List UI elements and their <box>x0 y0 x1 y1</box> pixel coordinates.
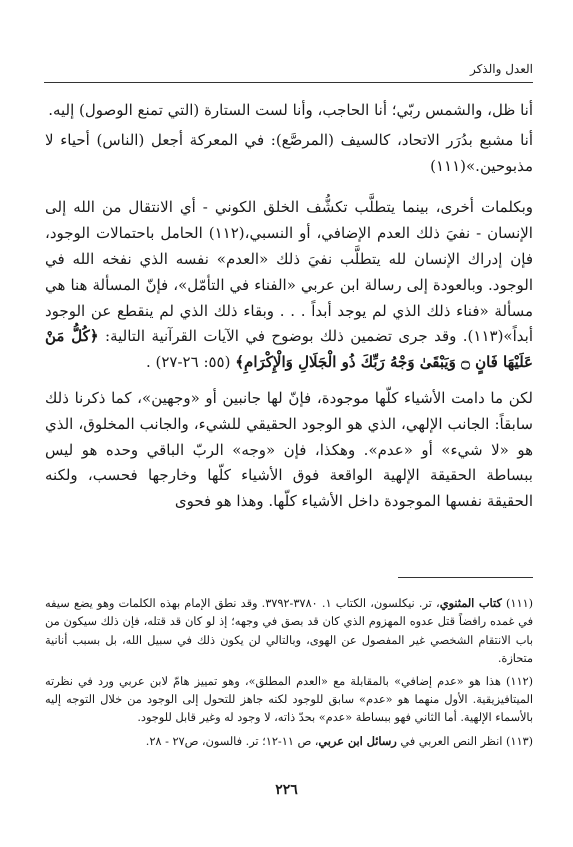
footnote-book-title: رسائل ابن عربي <box>318 733 397 748</box>
footnote-text: ، ص ١١-١٢؛ تر. فالسون، ص٢٧ - ٢٨. <box>145 734 319 748</box>
footnote-number: (١١٢) <box>505 674 534 688</box>
running-header: العدل والذكر <box>469 62 533 76</box>
footnote-111 <box>45 594 533 669</box>
footnote-113 <box>45 732 533 751</box>
paragraph-2: لكن ما دامت الأشياء كلّها موجودة، فإنّ لها جانبين أو «وجهين»، كما ذكرنا ذلك سابقاً: الجانب الإلهي، الذي هو الوجود الحقيقي للشيء، والجانب المخلوق، الذي هو «لا شيء» أو «عدم». وهكذا، فإن «وجه» الربّ الباقي وحده هو ليس ببساطة الحقيقة الإلهية الواقعة فوق الأشياء كلّها وخارجها فحسب، ولكنه الحقيقة نفسها الموجودة داخل الأشياء كلّها. وهذا هو فحوى <box>45 388 533 511</box>
paragraph-1-text: وبكلمات أخرى، بينما يتطلَّب تكشُّف الخلق الكوني - أي الانتقال من الله إلى الإنسان - نفيَ ذلك العدم الإضافي، أو النسبي،(١١٢) الحامل باحتمالات الوجود، فإن إدراك الإنسان لله يتطلَّب نفيَ ذلك «العدم» نفسه الذي نفخه الله في الوجود. وبالعودة إلى رسالة ابن عربي «الفناء في التأمّل»، فإنّ المسألة هنا هي مسألة «فناء ذلك الذي لم يوجد أبداً . . . وبقاء ذلك الذي لم ينقطع عن الوجود أبداً»(١١٣). وقد جرى تضمين ذلك بوضوح في الآيات القرآنية التالية: <box>45 198 533 346</box>
paragraph-1 <box>45 195 533 376</box>
footnote-text: هذا هو «عدم إضافي» بالمقابلة مع «العدم المطلق»، وهو تمييز هامّ لابن عربي ورد في نظرته الميتافيزيقية. الأول منهما هو «عدم» سابق للوجود لكنه جاهز للتحول إلى الوجود من خلال التوجه إليه بالأسماء الإلهية. أما الثاني فهو ببساطة «عدم» بحدّ ذاته، لا وجود له وغير قابل للوجود. <box>45 674 533 725</box>
footnote-text: ، تر. نيكلسون، الكتاب ١. ٣٧٨٠-٣٧٩٢. وقد نطق الإمام بهذه الكلمات وهو يضع سيفه في غمده رافضاً قتل عدوه المهزوم الذي كان قد بصق في وجهه؛ إذ لو كان قد قتله، فإن ذلك سيكون من باب الانتقام الشخصي غير المفصول عن الهوى، وبالتالي لن يكون ذلك في سبيل الله، بل بسبب أنانية متحازة. <box>45 597 533 666</box>
quran-verse: ﴿كُلُّ مَنْ عَلَيْهَا فَانٍ ۝ وَيَبْقَىٰ وَجْهُ رَبِّكَ ذُو الْجَلَالِ وَالْإِكْرَامِ﴾ <box>45 327 533 372</box>
page-number: ٢٢٦ <box>275 782 298 798</box>
footnote-number: (١١٣) <box>505 734 533 748</box>
footnote-text-pre: انظر النص العربي في <box>396 734 503 748</box>
main-text <box>45 98 533 515</box>
footnote-number: (١١١) <box>505 597 533 610</box>
poem-line-2: أنا مشبع بدُرَر الاتحاد، كالسيف (المرصَّع): في المعركة أجعل (الناس) أحياء لا مذبوحين.»(١١١) <box>45 130 533 175</box>
header-divider <box>44 82 533 83</box>
poem-line-1: أنا ظل، والشمس ربّي؛ أنا الحاجب، وأنا لست الستارة (التي تمنع الوصول) إليه. <box>48 101 533 119</box>
footnote-book-title: كتاب المثنوي <box>439 596 502 610</box>
footnote-divider <box>398 577 533 578</box>
footnotes <box>45 594 533 755</box>
footnote-112 <box>45 673 533 728</box>
verse-reference: (٥٥: ٢٦-٢٧) . <box>145 353 236 372</box>
